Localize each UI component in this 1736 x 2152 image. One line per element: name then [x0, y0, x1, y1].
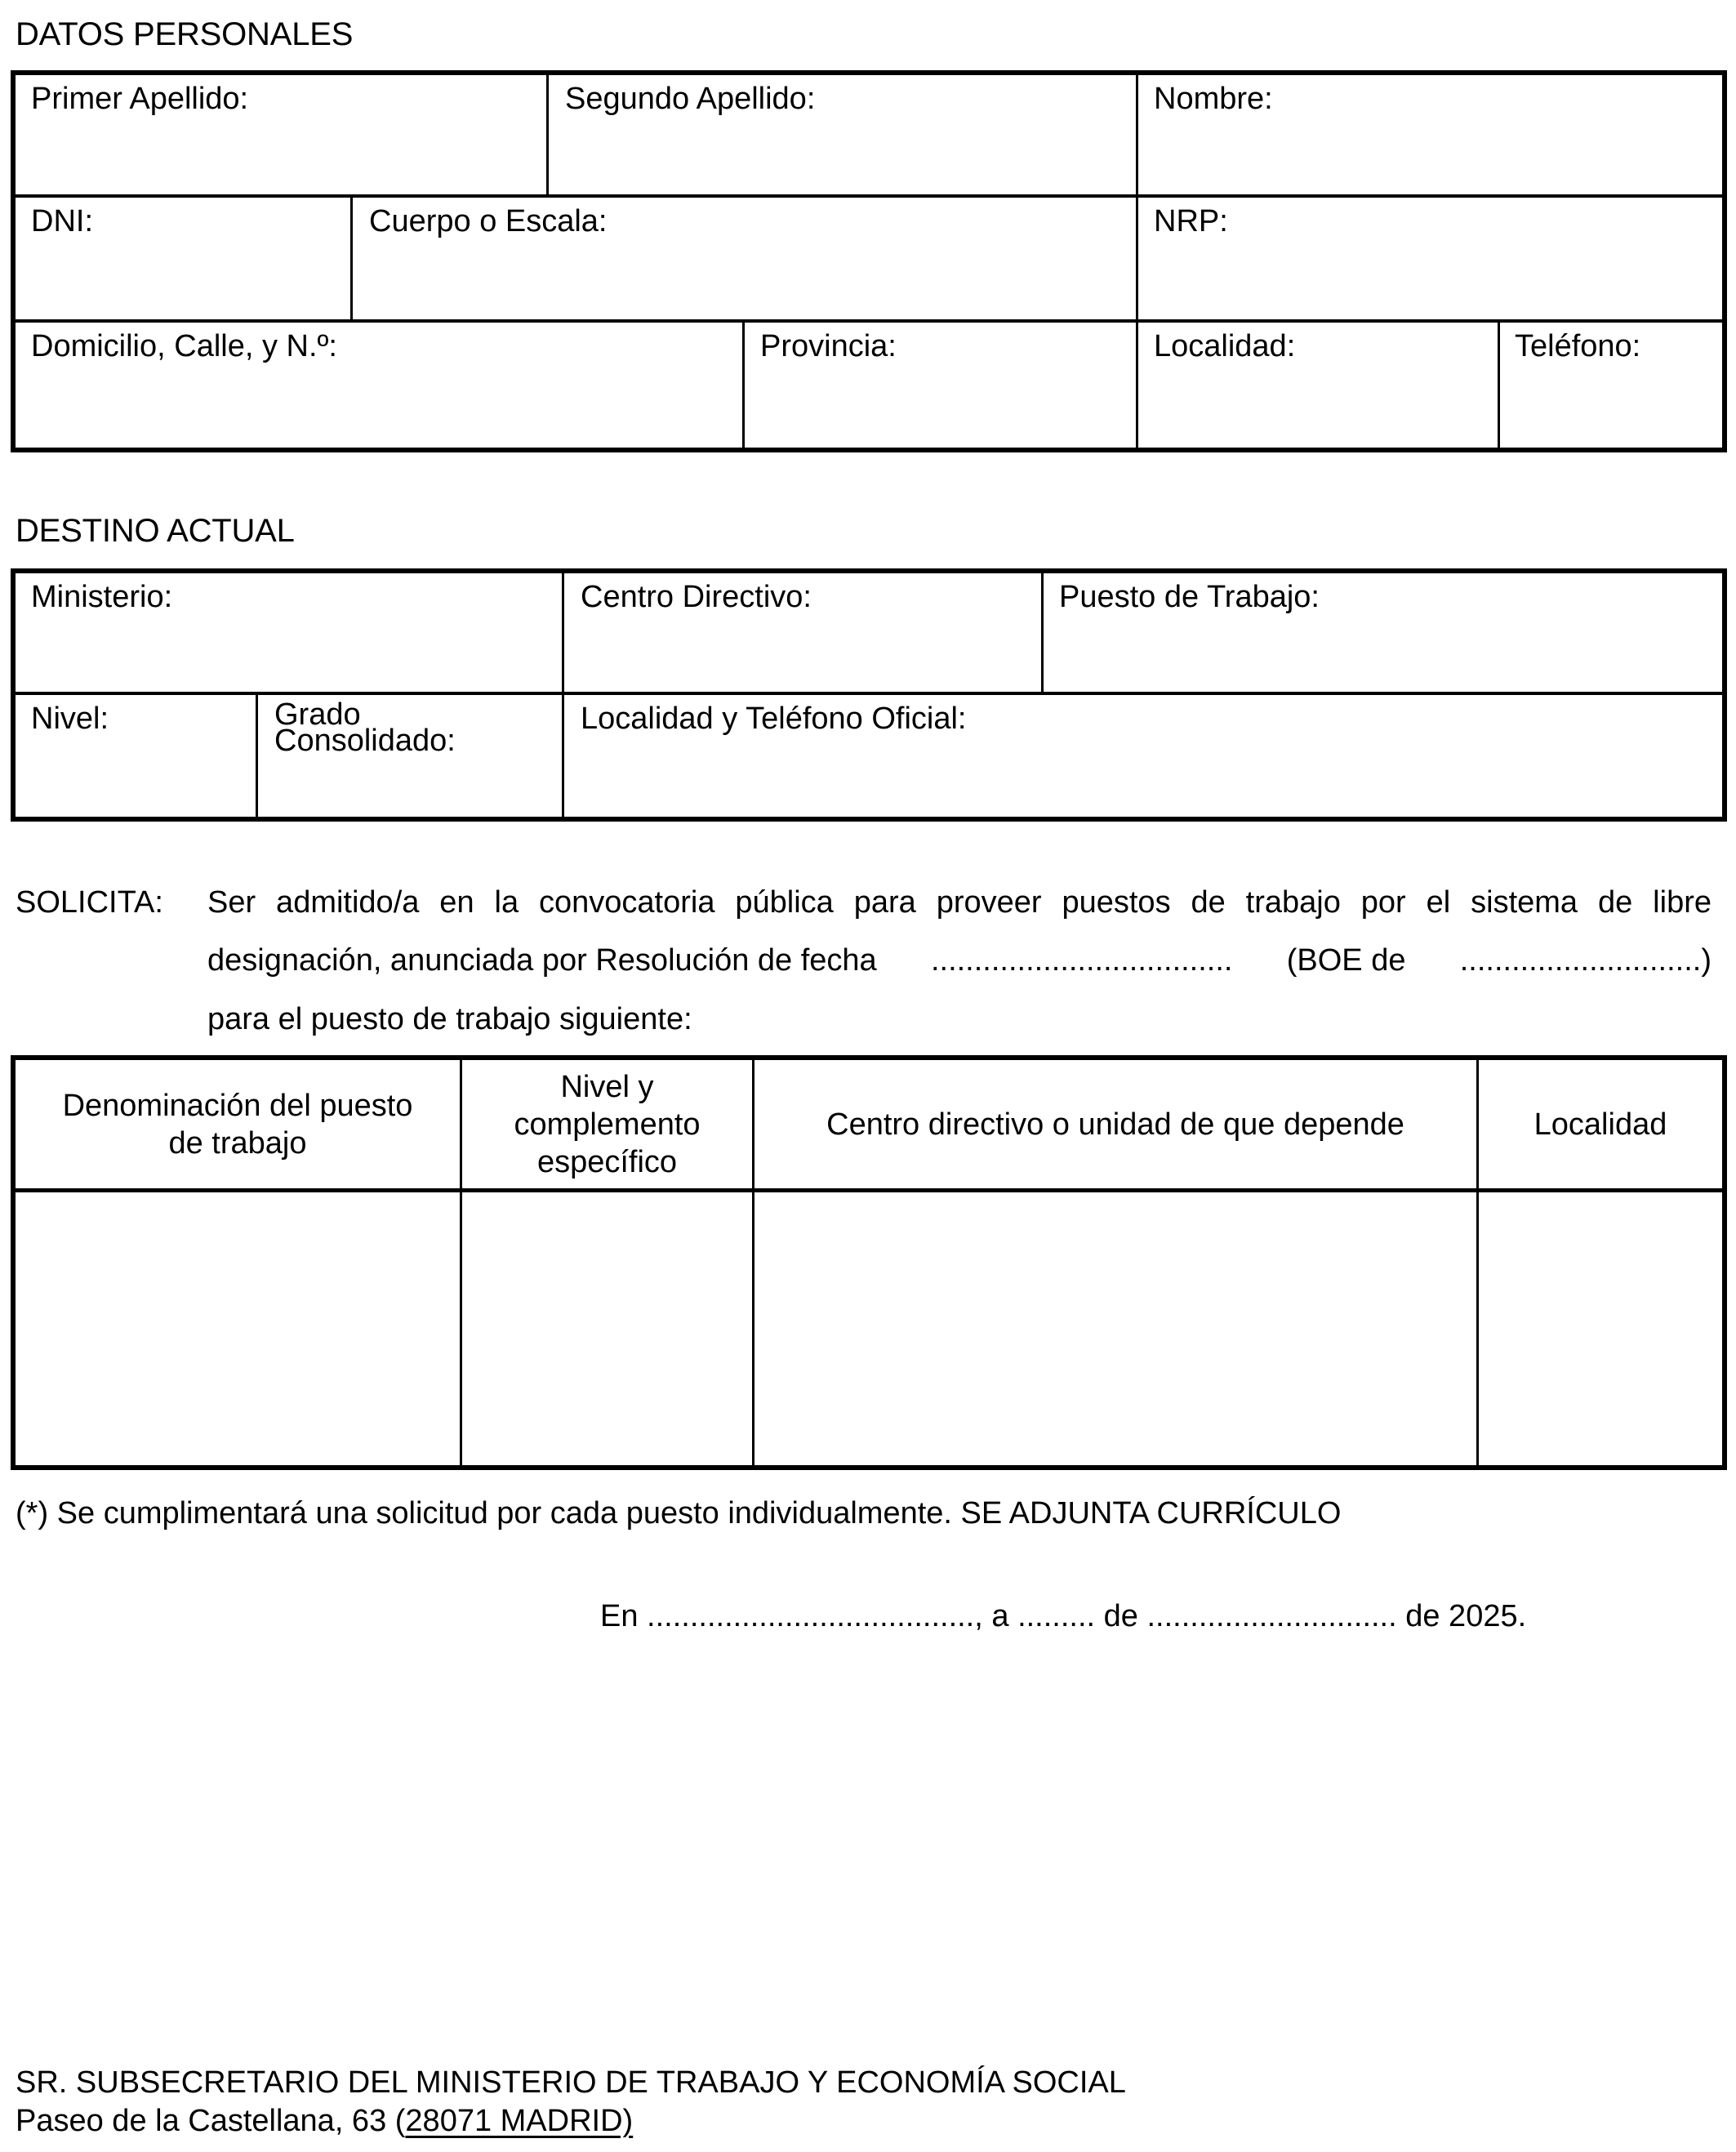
field-nivel[interactable] — [16, 695, 256, 817]
header-text: específico — [536, 1144, 678, 1179]
field-dni[interactable] — [16, 198, 350, 319]
addressee-line-2 — [16, 2105, 633, 2136]
solicita-close-paren: ) — [1701, 943, 1712, 978]
provincia-input[interactable] — [760, 372, 1123, 430]
solicita-resolucion-text: designación, anunciada por Resolución de fecha — [207, 943, 877, 978]
date-a: , a — [974, 1599, 1009, 1633]
date-en: En — [600, 1599, 639, 1633]
label-cuerpo-escala: Cuerpo o Escala: — [369, 204, 608, 238]
label-nivel: Nivel: — [31, 702, 109, 736]
date-place-blank[interactable]: ...................................... — [647, 1599, 975, 1633]
column-header-centro-directivo — [754, 1060, 1476, 1188]
date-line — [600, 1601, 1526, 1632]
label-localidad: Localidad: — [1154, 329, 1296, 363]
addressee-street: Paseo de la Castellana, 63 ( — [16, 2104, 406, 2138]
section-title-datos-personales: DATOS PERSONALES — [16, 16, 354, 52]
label-ministerio: Ministerio: — [31, 580, 173, 614]
header-text: Denominación del puesto — [62, 1088, 413, 1123]
field-provincia[interactable] — [745, 323, 1136, 448]
ministerio-input[interactable] — [31, 622, 549, 681]
header-text: Centro directivo o unidad de que depende — [826, 1107, 1404, 1142]
nombre-input[interactable] — [1154, 124, 1712, 183]
column-header-denominacion — [16, 1060, 460, 1188]
field-nombre[interactable] — [1138, 75, 1722, 194]
date-year: de 2025. — [1405, 1599, 1527, 1633]
header-text: Localidad — [1533, 1107, 1667, 1142]
field-domicilio[interactable] — [16, 323, 742, 448]
label-primer-apellido: Primer Apellido: — [31, 82, 249, 116]
primer-apellido-input[interactable] — [31, 124, 541, 183]
date-month-blank[interactable]: ............................. — [1146, 1599, 1397, 1633]
cuerpo-escala-input[interactable] — [369, 247, 1124, 305]
solicita-line-1: Ser admitido/a en la convocatoria pública para proveer puestos de trabajo por el sistema de libre — [207, 885, 1712, 920]
date-day-blank[interactable]: ......... — [1017, 1599, 1096, 1633]
date-de: de — [1103, 1599, 1138, 1633]
localidad-telefono-oficial-input[interactable] — [581, 744, 1711, 803]
denominacion-puesto-input[interactable] — [18, 1196, 459, 1465]
field-ministerio[interactable] — [16, 573, 562, 692]
centro-directivo-unidad-input[interactable] — [758, 1196, 1476, 1465]
localidad-input[interactable] — [1154, 372, 1484, 430]
label-segundo-apellido: Segundo Apellido: — [565, 82, 816, 116]
label-consolidado: Consolidado: — [274, 724, 456, 758]
solicita-boe-text: (BOE de — [1286, 943, 1406, 978]
field-centro-directivo[interactable] — [564, 573, 1041, 692]
nrp-input[interactable] — [1154, 247, 1712, 305]
puesto-trabajo-input[interactable] — [1059, 622, 1707, 681]
boe-fecha-blank[interactable]: ............................ — [1459, 943, 1702, 978]
centro-directivo-input[interactable] — [581, 622, 1033, 681]
field-primer-apellido[interactable] — [16, 75, 546, 194]
telefono-input[interactable] — [1515, 372, 1714, 430]
label-provincia: Provincia: — [760, 329, 897, 363]
label-puesto-trabajo: Puesto de Trabajo: — [1059, 580, 1320, 614]
header-text: de trabajo — [168, 1125, 307, 1161]
label-centro-directivo: Centro Directivo: — [581, 580, 812, 614]
field-cuerpo-escala[interactable] — [353, 198, 1136, 319]
field-puesto-trabajo[interactable] — [1044, 573, 1722, 692]
domicilio-input[interactable] — [31, 372, 737, 430]
addressee-line-1: SR. SUBSECRETARIO DEL MINISTERIO DE TRABAJO Y ECONOMÍA SOCIAL — [16, 2065, 1126, 2100]
field-telefono[interactable] — [1500, 323, 1722, 448]
label-domicilio: Domicilio, Calle, y N.º: — [31, 329, 337, 363]
label-grado: Grado — [274, 697, 361, 732]
field-localidad-telefono-oficial[interactable] — [564, 695, 1722, 817]
nivel-input[interactable] — [31, 744, 247, 803]
column-header-localidad — [1479, 1060, 1722, 1188]
header-text: Nivel y — [560, 1069, 654, 1104]
divider — [11, 1188, 1727, 1192]
footnote: (*) Se cumplimentará una solicitud por cada puesto individualmente. SE ADJUNTA CURRÍCULO — [16, 1496, 1342, 1530]
localidad-puesto-input[interactable] — [1482, 1196, 1722, 1465]
field-segundo-apellido[interactable] — [549, 75, 1136, 194]
section-title-destino-actual: DESTINO ACTUAL — [16, 513, 295, 549]
solicita-label: SOLICITA: — [16, 885, 163, 920]
addressee-postcode-city: 28071 MADRID) — [405, 2104, 634, 2138]
dni-input[interactable] — [31, 247, 345, 305]
grado-consolidado-input[interactable] — [274, 764, 555, 811]
solicita-line-2 — [207, 945, 1712, 976]
field-localidad[interactable] — [1138, 323, 1498, 448]
label-nrp: NRP: — [1154, 204, 1228, 238]
resolucion-fecha-blank[interactable]: ................................... — [930, 943, 1233, 978]
label-telefono: Teléfono: — [1515, 329, 1641, 363]
segundo-apellido-input[interactable] — [565, 124, 1124, 183]
field-nrp[interactable] — [1138, 198, 1722, 319]
label-dni: DNI: — [31, 204, 93, 238]
solicita-line-3: para el puesto de trabajo siguiente: — [207, 1002, 692, 1036]
header-text: complemento — [514, 1107, 701, 1142]
label-nombre: Nombre: — [1154, 82, 1273, 116]
label-localidad-telefono-oficial: Localidad y Teléfono Oficial: — [581, 702, 967, 736]
column-header-nivel-complemento — [462, 1060, 752, 1188]
nivel-complemento-input[interactable] — [465, 1196, 751, 1465]
field-grado-consolidado[interactable] — [258, 695, 562, 817]
